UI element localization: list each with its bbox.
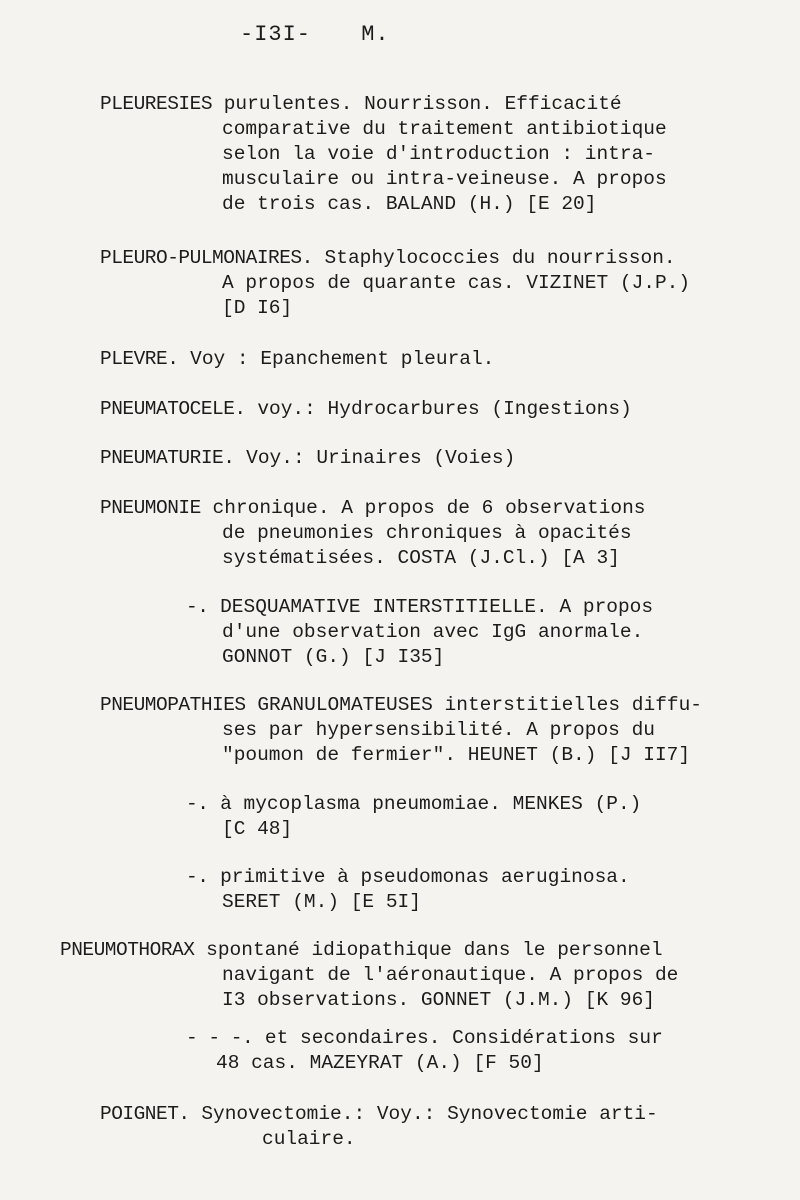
entry-text: navigant de l'aéronautique. A propos de bbox=[222, 964, 679, 986]
entry-text: [D I6] bbox=[222, 297, 293, 319]
page-header bbox=[240, 22, 390, 47]
entry-text: Synovectomie.: Voy.: Synovectomie arti- bbox=[201, 1103, 658, 1125]
entry-text: à mycoplasma pneumomiae. MENKES (P.) bbox=[220, 793, 642, 815]
index-entry bbox=[100, 246, 690, 321]
entry-text: "poumon de fermier". HEUNET (B.) [J II7] bbox=[222, 744, 691, 766]
entry-text: primitive à pseudomonas aeruginosa. bbox=[220, 866, 630, 888]
section-letter: M. bbox=[361, 22, 390, 47]
entry-text: GONNOT (G.) [J I35] bbox=[222, 646, 445, 668]
entry-term: - - -. bbox=[186, 1027, 254, 1049]
entry-text: ses par hypersensibilité. A propos du bbox=[222, 719, 655, 741]
entry-text: chronique. A propos de 6 observations bbox=[212, 497, 646, 519]
page-number: -I3I- bbox=[240, 22, 312, 47]
index-entry bbox=[100, 446, 515, 471]
entry-term: PLEVRE. bbox=[100, 348, 179, 370]
index-entry bbox=[60, 938, 678, 1013]
entry-text: de pneumonies chroniques à opacités bbox=[222, 522, 632, 544]
entry-text: musculaire ou intra-veineuse. A propos bbox=[222, 168, 667, 190]
entry-text: selon la voie d'introduction : intra- bbox=[222, 143, 655, 165]
entry-term: -. bbox=[186, 866, 209, 888]
index-entry bbox=[186, 1026, 663, 1076]
entry-text: GRANULOMATEUSES interstitielles diffu- bbox=[257, 694, 703, 716]
entry-text: de trois cas. BALAND (H.) [E 20] bbox=[222, 193, 597, 215]
entry-term: PLEURO-PULMONAIRES. bbox=[100, 247, 313, 269]
index-entry bbox=[100, 1102, 658, 1152]
entry-text: voy.: Hydrocarbures (Ingestions) bbox=[257, 398, 632, 420]
entry-text: SERET (M.) [E 5I] bbox=[222, 891, 421, 913]
entry-text: purulentes. Nourrisson. Efficacité bbox=[223, 93, 622, 115]
entry-term: PNEUMATURIE. bbox=[100, 447, 235, 469]
index-entry bbox=[186, 865, 630, 915]
index-entry bbox=[100, 347, 494, 372]
entry-term: PNEUMATOCELE. bbox=[100, 398, 246, 420]
index-entry bbox=[186, 792, 641, 842]
entry-text: A propos de quarante cas. VIZINET (J.P.) bbox=[222, 272, 691, 294]
entry-text: spontané idiopathique dans le personnel bbox=[206, 939, 663, 961]
entry-term: -. bbox=[186, 596, 209, 618]
entry-text: systématisées. COSTA (J.Cl.) [A 3] bbox=[222, 547, 620, 569]
entry-text: Voy : Epanchement pleural. bbox=[190, 348, 495, 370]
entry-text: et secondaires. Considérations sur bbox=[264, 1027, 663, 1049]
entry-term: PNEUMOTHORAX bbox=[60, 939, 195, 961]
index-entry bbox=[100, 693, 702, 768]
entry-text: Staphylococcies du nourrisson. bbox=[324, 247, 676, 269]
entry-term: -. bbox=[186, 793, 209, 815]
entry-text: 48 cas. MAZEYRAT (A.) [F 50] bbox=[216, 1052, 544, 1074]
entry-text: d'une observation avec IgG anormale. bbox=[222, 621, 644, 643]
index-entry bbox=[100, 92, 667, 217]
index-entry bbox=[100, 496, 646, 571]
entry-term: PLEURESIES bbox=[100, 93, 213, 115]
entry-term: POIGNET. bbox=[100, 1103, 190, 1125]
entry-text: [C 48] bbox=[222, 818, 293, 840]
entry-text: DESQUAMATIVE INTERSTITIELLE. A propos bbox=[220, 596, 654, 618]
entry-text: I3 observations. GONNET (J.M.) [K 96] bbox=[222, 989, 655, 1011]
entry-text: culaire. bbox=[262, 1128, 356, 1150]
index-entry bbox=[186, 595, 653, 670]
entry-term: PNEUMOPATHIES bbox=[100, 694, 246, 716]
index-entry bbox=[100, 397, 632, 422]
entry-text: Voy.: Urinaires (Voies) bbox=[246, 447, 516, 469]
entry-text: comparative du traitement antibiotique bbox=[222, 118, 667, 140]
entry-term: PNEUMONIE bbox=[100, 497, 201, 519]
